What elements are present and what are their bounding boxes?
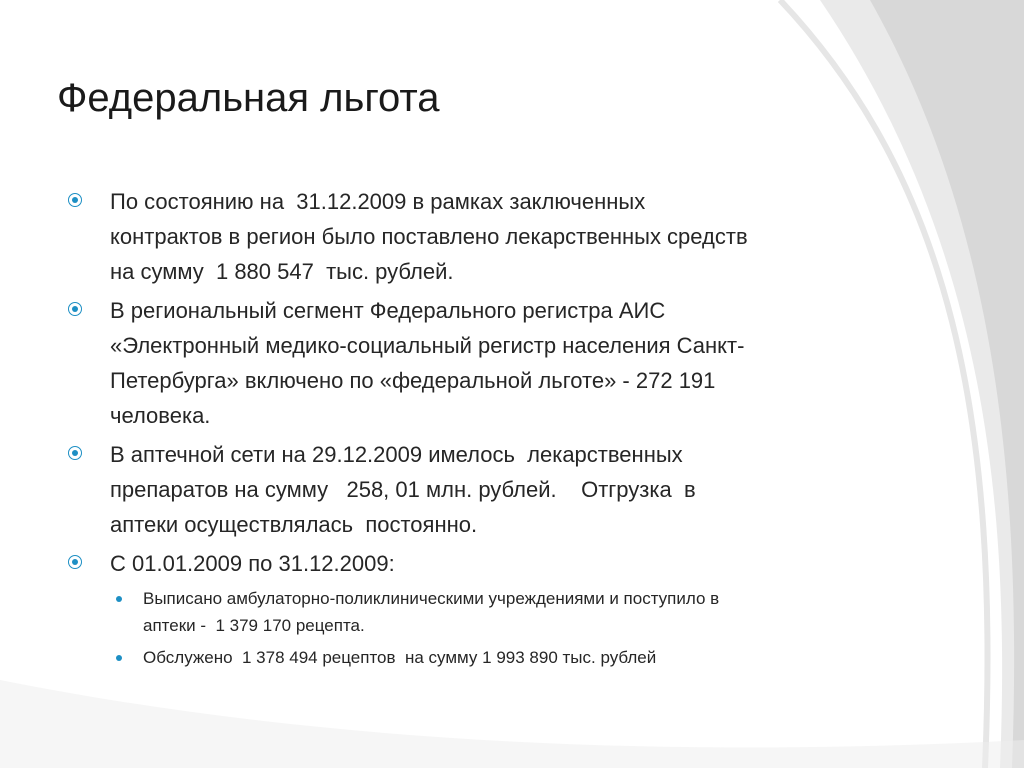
circle-bullet-icon [68,302,82,316]
slide-title: Федеральная льгота [57,76,440,120]
dot-bullet-icon [116,596,122,602]
bullet-list [66,184,866,676]
circle-bullet-icon [68,555,82,569]
sub-bullet-text: Обслужено 1 378 494 рецептов на сумму 1 993 890 тыс. рублей [143,648,657,667]
bullet-text: По состоянию на 31.12.2009 в рамках заключенных контрактов в регион было поставлено лекарственных средств на сумму 1 880 547 тыс. рублей. [110,189,748,284]
bullet-text: В аптечной сети на 29.12.2009 имелось лекарственных препаратов на сумму 258, 01 млн. рублей. Отгрузка в аптеки осуществлялась постоянно. [110,442,696,537]
bullet-item [66,546,866,581]
bullet-text: В региональный сегмент Федерального регистра АИС «Электронный медико-социальный регистр населения Санкт- Петербурга» включено по «федеральной льготе» - 272 191 человека. [110,298,745,428]
bullet-item [66,184,866,289]
sub-bullet-item [66,585,866,639]
bullet-item [66,293,866,433]
sub-bullet-text: Выписано амбулаторно-поликлиническими учреждениями и поступило в аптеки - 1 379 170 рецепта. [143,589,720,635]
dot-bullet-icon [116,655,122,661]
circle-bullet-icon [68,193,82,207]
sub-bullet-item [66,644,866,671]
bullet-item [66,437,866,542]
circle-bullet-icon [68,446,82,460]
bullet-text: С 01.01.2009 по 31.12.2009: [110,551,395,576]
